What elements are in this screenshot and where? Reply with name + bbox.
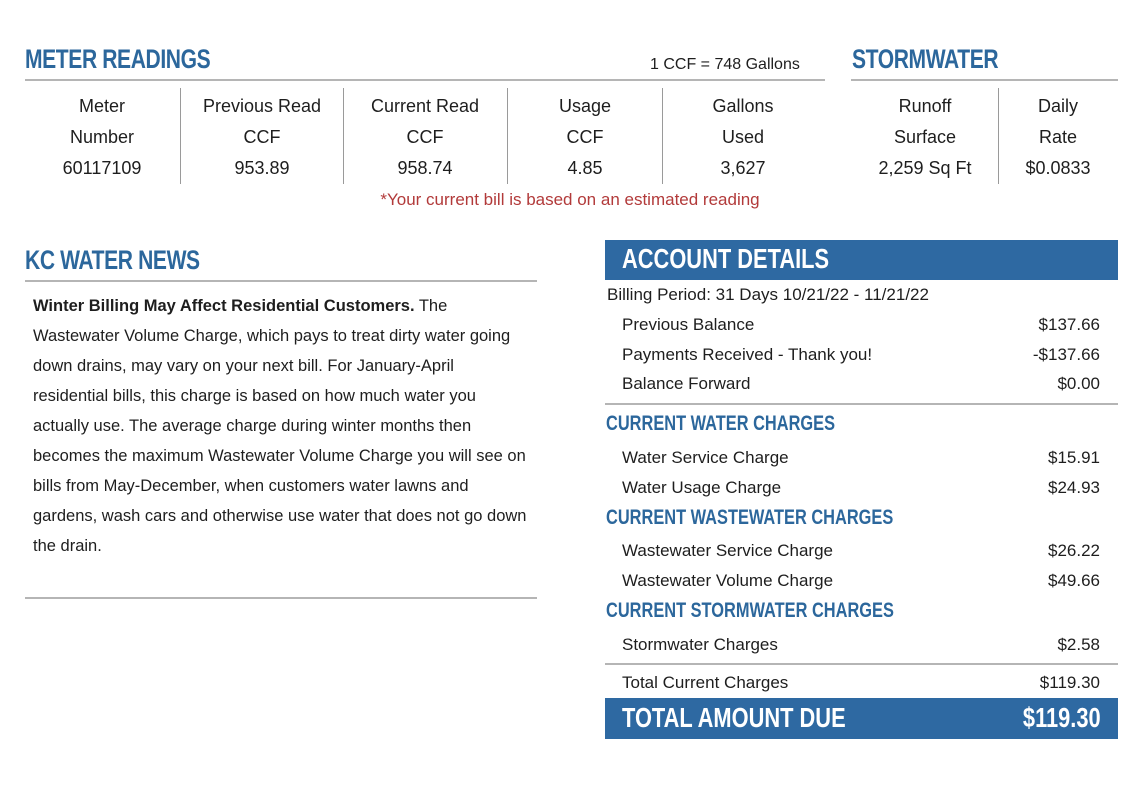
wastewater-volume-row xyxy=(622,571,1100,591)
divider xyxy=(180,88,181,184)
divider xyxy=(25,280,537,282)
column-header: Usage xyxy=(558,96,612,116)
divider xyxy=(507,88,508,184)
row-value: $119.30 xyxy=(1039,673,1100,692)
usage-value: 4.85 xyxy=(567,158,603,178)
wastewater-service-row xyxy=(622,541,1100,561)
column-header: Runoff xyxy=(898,96,952,116)
row-label: Balance Forward xyxy=(622,374,751,393)
meter-readings-title: METER READINGS xyxy=(25,44,211,74)
row-value: $0.00 xyxy=(1057,374,1100,393)
stormwater-charges-row xyxy=(622,635,1100,655)
billing-period: Billing Period: 31 Days 10/21/22 - 11/21/22 xyxy=(607,285,929,304)
balance-forward-row xyxy=(622,374,1100,394)
row-value: $24.93 xyxy=(1048,478,1100,497)
current-read-column xyxy=(350,91,500,184)
column-header: CCF xyxy=(566,127,604,147)
row-label: Stormwater Charges xyxy=(622,635,778,654)
total-current-charges-row xyxy=(622,673,1100,693)
row-value: $49.66 xyxy=(1048,571,1100,590)
column-header: Gallons xyxy=(712,96,774,116)
column-header: Previous Read xyxy=(202,96,322,116)
row-label: Water Service Charge xyxy=(622,448,789,467)
water-charges-header: CURRENT WATER CHARGES xyxy=(606,412,836,435)
row-label: Wastewater Service Charge xyxy=(622,541,834,560)
row-label: Wastewater Volume Charge xyxy=(622,571,834,590)
news-headline: Winter Billing May Affect Residential Customers. xyxy=(33,297,415,315)
stormwater-title: STORMWATER xyxy=(852,44,999,74)
gallons-column xyxy=(668,91,818,184)
daily-rate-column xyxy=(983,91,1133,184)
divider xyxy=(25,597,537,599)
row-label: Previous Balance xyxy=(622,315,755,334)
account-details-header xyxy=(605,240,1118,280)
total-amount-due-value: $119.30 xyxy=(1023,702,1101,733)
total-amount-due-label: TOTAL AMOUNT DUE xyxy=(622,702,846,733)
column-header: Meter xyxy=(78,96,125,116)
row-value: $137.66 xyxy=(1038,315,1100,334)
row-value: -$137.66 xyxy=(1032,345,1100,364)
news-body: The Wastewater Volume Charge, which pays to treat dirty water going down drains, may vary on your next bill. For January-April residential bills, this charge is based on how much water you actually use. The average charge during winter months then becomes the maximum Wastewater Volume Charge you will see on bills from May-December, when customers water lawns and gardens, wash cars and otherwise use water that does not go down the drain. xyxy=(33,297,527,555)
previous-balance-row xyxy=(622,315,1100,335)
row-value: $15.91 xyxy=(1048,448,1100,467)
previous-read-value: 953.89 xyxy=(234,158,290,178)
column-header: Current Read xyxy=(370,96,480,116)
usage-column xyxy=(510,91,660,184)
news-article xyxy=(33,291,533,561)
divider xyxy=(662,88,663,184)
column-header: Rate xyxy=(1038,127,1078,147)
column-header: Daily xyxy=(1037,96,1078,116)
meter-number-column xyxy=(27,91,177,184)
column-header: Number xyxy=(69,127,135,147)
column-header: CCF xyxy=(406,127,444,147)
runoff-surface-value: 2,259 Sq Ft xyxy=(878,158,972,178)
ccf-conversion: 1 CCF = 748 Gallons xyxy=(650,56,800,73)
water-service-row xyxy=(622,448,1100,468)
news-title: KC WATER NEWS xyxy=(25,245,200,275)
row-value: $2.58 xyxy=(1057,635,1100,654)
account-details-title: ACCOUNT DETAILS xyxy=(622,243,830,274)
divider xyxy=(851,79,1118,81)
row-label: Total Current Charges xyxy=(622,673,789,692)
divider xyxy=(605,403,1118,405)
divider xyxy=(605,663,1118,665)
divider xyxy=(343,88,344,184)
water-usage-row xyxy=(622,478,1100,498)
column-header: CCF xyxy=(243,127,281,147)
previous-read-column xyxy=(187,91,337,184)
column-header: Surface xyxy=(893,127,957,147)
row-label: Water Usage Charge xyxy=(622,478,782,497)
payments-row xyxy=(622,345,1100,365)
meter-number-value: 60117109 xyxy=(62,158,142,178)
divider xyxy=(25,79,825,81)
row-value: $26.22 xyxy=(1048,541,1100,560)
current-read-value: 958.74 xyxy=(397,158,453,178)
daily-rate-value: $0.0833 xyxy=(1025,158,1091,178)
wastewater-charges-header: CURRENT WASTEWATER CHARGES xyxy=(606,506,894,529)
row-label: Payments Received - Thank you! xyxy=(622,345,873,364)
column-header: Used xyxy=(721,127,765,147)
stormwater-charges-header: CURRENT STORMWATER CHARGES xyxy=(606,599,894,622)
estimated-reading-note: *Your current bill is based on an estimated reading xyxy=(380,190,760,209)
runoff-surface-column xyxy=(850,91,1000,184)
gallons-value: 3,627 xyxy=(720,158,766,178)
total-amount-due-bar xyxy=(605,698,1118,739)
